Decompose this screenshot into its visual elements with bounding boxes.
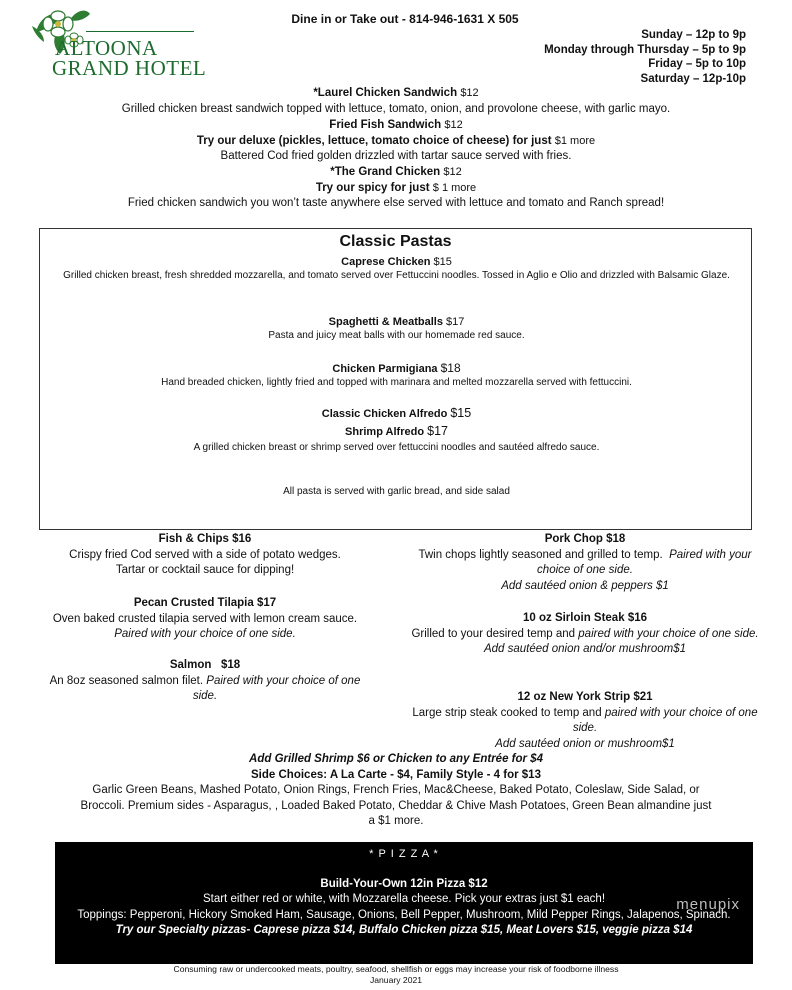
tilapia-paired: Paired with your choice of one side. — [114, 628, 296, 641]
specialty-pizzas: Try our Specialty pizzas- Caprese pizza $14, Buffalo Chicken pizza $15, Meat Lovers $15, veggie pizza $14 — [115, 924, 693, 937]
dine-in-phone: Dine in or Take out - 814-946-1631 X 505 — [291, 12, 519, 26]
pork-paired: Paired with your choice of one side. — [537, 548, 752, 577]
hours-block — [544, 28, 746, 86]
grand-chicken-title — [40, 165, 752, 181]
addons-sides-section — [40, 752, 752, 830]
spaghetti-item — [50, 315, 743, 343]
pizza-title: * P I Z Z A * — [369, 848, 439, 860]
fish-chips-title — [40, 532, 370, 548]
item-name: 12 oz New York Strip — [517, 691, 631, 703]
fish-chips-item — [40, 532, 370, 579]
fish-deluxe-upgrade — [40, 134, 752, 150]
item-price: $15 — [433, 256, 452, 268]
caprese-title — [50, 255, 743, 269]
item-price: $18 — [606, 533, 626, 545]
item-name: *Laurel Chicken Sandwich — [313, 87, 458, 99]
logo-name-line1: ALTOONA — [55, 36, 158, 60]
strip-desc: Large strip steak cooked to temp and — [412, 706, 602, 719]
laurel-sandwich-desc: Grilled chicken breast sandwich topped with lettuce, tomato, onion, and provolone cheese, with garlic mayo. — [121, 102, 671, 115]
hours-friday: Friday – 5p to 10p — [648, 58, 746, 70]
add-protein-note: Add Grilled Shrimp $6 or Chicken to any Entrée for $4 — [249, 753, 543, 765]
item-name: Fish & Chips — [158, 533, 229, 545]
item-price: $12 — [444, 119, 463, 132]
grand-chicken-desc: Fried chicken sandwich you won’t taste anywhere else served with lettuce and tomato and Ranch spread! — [127, 197, 665, 210]
sirloin-desc: Grilled to your desired temp and — [411, 627, 576, 640]
pork-chop-title — [410, 532, 760, 548]
hours-sunday: Sunday – 12p to 9p — [641, 29, 746, 41]
sirloin-item — [410, 611, 760, 658]
sandwich-section — [40, 86, 752, 212]
tilapia-item — [40, 596, 370, 643]
salmon-title — [40, 658, 370, 674]
item-price: $12 — [460, 87, 479, 99]
pork-chop-addon: Add sautéed onion & peppers $1 — [501, 579, 669, 592]
hours-mon-thu: Monday through Thursday – 5p to 9p — [544, 43, 746, 56]
menupix-watermark: menupix — [676, 896, 740, 913]
classic-pastas-box — [39, 228, 752, 530]
caprese-desc: Grilled chicken breast, fresh shredded mozzarella, and tomato served over Fettuccini noodles. Tossed in Aglio e Olio and drizzled with Balsamic Glaze. — [63, 270, 730, 281]
item-name: Classic Chicken Alfredo — [321, 408, 448, 420]
item-name: Caprese Chicken — [341, 256, 431, 268]
menu-date: January 2021 — [369, 975, 423, 985]
item-price: $12 — [468, 877, 488, 890]
laurel-sandwich-title — [40, 86, 752, 102]
upgrade-price: $1 more — [554, 134, 596, 147]
parmigiana-item — [50, 361, 743, 390]
item-name: 10 oz Sirloin Steak — [522, 612, 625, 624]
pizza-toppings: Toppings: Pepperoni, Hickory Smoked Ham, Sausage, Onions, Bell Pepper, Mushroom, Mild Pepper Rings, Jalapenos, Spinach. — [77, 908, 731, 921]
shrimp-alfredo-title — [50, 423, 743, 441]
salmon-desc-line — [40, 674, 370, 705]
logo-rule — [86, 31, 194, 32]
footer — [40, 964, 752, 986]
strip-paired: paired with your choice of one side. — [572, 706, 758, 735]
pizza-content — [55, 842, 753, 939]
food-safety-warning: Consuming raw or undercooked meats, poultry, seafood, shellfish or eggs may increase your risk of foodborne illness — [173, 964, 619, 974]
sirloin-desc-line — [410, 627, 760, 643]
spaghetti-title — [50, 315, 743, 329]
salmon-desc: An 8oz seasoned salmon filet. — [49, 674, 204, 687]
fish-sandwich-desc: Battered Cod fried golden drizzled with tartar sauce served with fries. — [220, 150, 572, 163]
parmigiana-title — [50, 361, 743, 376]
pasta-note: All pasta is served with garlic bread, and side salad — [283, 486, 510, 497]
item-name: Salmon — [169, 659, 212, 671]
item-name: Spaghetti & Meatballs — [328, 316, 443, 328]
fish-sandwich-title — [40, 118, 752, 134]
item-price: $17 — [446, 316, 465, 328]
pork-chop-desc-line — [410, 548, 760, 579]
item-price: $16 — [232, 533, 252, 545]
alfredo-item — [50, 405, 743, 455]
item-price: $18 — [440, 361, 461, 375]
salmon-item — [40, 658, 370, 705]
pork-chop-item — [410, 532, 760, 594]
sirloin-paired: paired with your choice of one side. — [578, 627, 759, 640]
byo-pizza-title — [55, 877, 753, 893]
logo-name-line2: GRAND HOTEL — [52, 56, 207, 80]
side-choices-list: Garlic Green Beans, Mashed Potato, Onion Rings, French Fries, Mac&Cheese, Baked Potato, Coleslaw, Side Salad, or Broccoli. Premium sides - Asparagus, , Loaded Baked Potato, Cheddar & Chive Mash Potatoes, Green Bean almandine just a $1 more. — [80, 784, 712, 828]
item-price: $21 — [633, 691, 653, 703]
alfredo-title — [50, 405, 743, 423]
item-price: $17 — [256, 597, 277, 609]
sirloin-title — [410, 611, 760, 627]
item-name: *The Grand Chicken — [330, 165, 441, 178]
pizza-section — [55, 842, 753, 964]
upgrade-text: Try our deluxe (pickles, lettuce, tomato choice of cheese) for just — [196, 134, 552, 147]
upgrade-text: Try our spicy for just — [315, 181, 430, 194]
ny-strip-item — [410, 690, 760, 752]
ny-strip-title — [410, 690, 760, 706]
parmigiana-desc: Hand breaded chicken, lightly fried and topped with marinara and melted mozzarella served with fettuccini. — [161, 377, 632, 388]
fish-chips-desc2: Tartar or cocktail sauce for dipping! — [115, 564, 295, 577]
item-price: $15 — [450, 406, 472, 420]
salmon-paired: Paired with your choice of one side. — [192, 674, 361, 703]
pork-desc: Twin chops lightly seasoned and grilled to temp. — [418, 548, 663, 561]
item-name: Fried Fish Sandwich — [329, 119, 442, 132]
spaghetti-desc: Pasta and juicy meat balls with our homemade red sauce. — [268, 330, 525, 341]
item-name: Chicken Parmigiana — [332, 363, 438, 375]
tilapia-title — [40, 596, 370, 612]
fish-chips-desc1: Crispy fried Cod served with a side of potato wedges. — [69, 548, 341, 561]
side-choices-title: Side Choices: A La Carte - $4, Family Style - 4 for $13 — [251, 768, 541, 781]
item-name: Pork Chop — [544, 533, 603, 545]
item-name: Pecan Crusted Tilapia — [133, 597, 254, 609]
ny-strip-desc-line — [410, 706, 760, 737]
pasta-section-title: Classic Pastas — [339, 233, 452, 250]
ny-strip-addon: Add sautéed onion or mushroom$1 — [495, 737, 675, 750]
byo-pizza-desc: Start either red or white, with Mozzarella cheese. Pick your extras just $1 each! — [202, 893, 606, 906]
item-name: Build-Your-Own 12in Pizza — [320, 877, 466, 890]
tilapia-desc: Oven baked crusted tilapia served with lemon cream sauce. — [52, 612, 358, 625]
item-price: $17 — [427, 424, 448, 438]
item-price: $12 — [443, 165, 462, 178]
grand-spicy-upgrade — [40, 181, 752, 197]
item-price: $16 — [627, 612, 647, 624]
caprese-chicken-item — [50, 255, 743, 283]
item-name: Shrimp Alfredo — [345, 426, 425, 438]
sirloin-addon: Add sautéed onion and/or mushroom$1 — [483, 643, 687, 656]
alfredo-desc: A grilled chicken breast or shrimp served over fettuccini noodles and sautéed alfredo sauce. — [193, 442, 600, 453]
hours-saturday: Saturday – 12p-10p — [640, 72, 746, 85]
upgrade-price: $ 1 more — [432, 181, 477, 194]
item-price: $18 — [220, 659, 241, 671]
